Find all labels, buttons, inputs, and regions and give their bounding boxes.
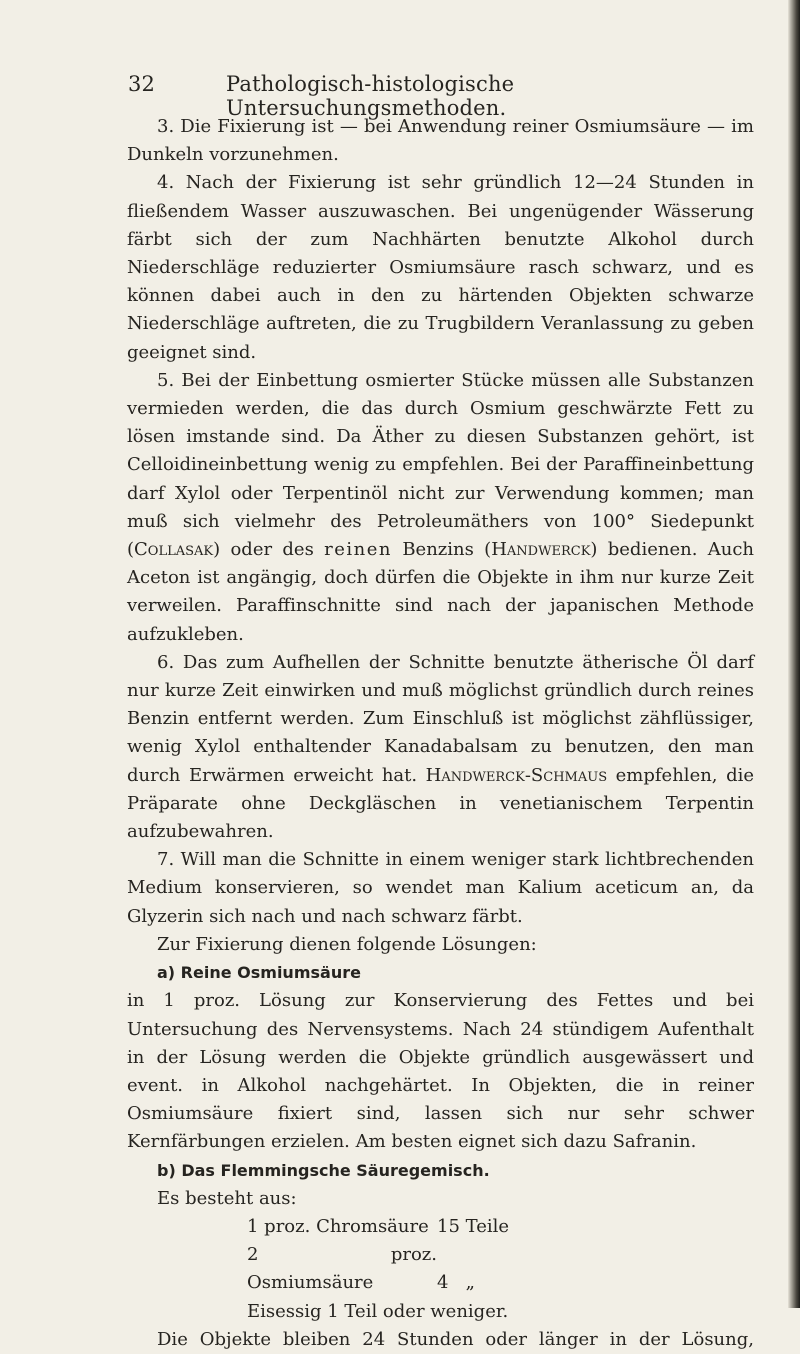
- closing-line: Die Objekte bleiben 24 Stunden oder länger in der Lösung,: [157, 1328, 754, 1350]
- ingredient-name: 2 proz. Osmiumsäure: [247, 1244, 437, 1294]
- author-handwerck-schmaus: Handwerck-Schmaus: [425, 764, 608, 786]
- paragraph-6: 6. Das zum Aufhellen der Schnitte benutzte ätherische Öl darf nur kurze Zeit einwirken und muß möglichst gründlich durch reines Benzin entfernt werden. Zum Einschluß ist möglichst zähflüssiger, wenig Xylol enthaltender Kanadabalsam zu benutzen, den man durch Erwärmen erweicht hat. Handwerck-Schmaus empfehlen, die Präparate ohne Deckgläschen in venetianischem Terpentin aufzubewahren.: [127, 651, 755, 843]
- paragraph-3: 3. Die Fixierung ist — bei Anwendung reiner Osmiumsäure — im Dunkeln vorzunehmen.: [127, 116, 754, 166]
- ingredient-name: 1 proz. Chromsäure: [247, 1215, 429, 1237]
- formula-row: [127, 1213, 754, 1241]
- paragraph-7: 7. Will man die Schnitte in einem weniger stark lichtbrechenden Medium konservieren, so wendet man Kalium aceticum an, da Glyzerin sich nach und nach schwarz färbt.: [127, 849, 754, 927]
- running-title: Pathologisch-histologische Untersuchungsmethoden.: [226, 72, 515, 120]
- paragraph-4: 4. Nach der Fixierung ist sehr gründlich 12—24 Stunden in fließendem Wasser auszuwaschen. Bei ungenügender Wässerung färbt sich der zum Nachhärten benutzte Alkohol durch Niederschläge reduzierter Osmiumsäure rasch schwarz, und es können dabei auch in den zu härtenden Objekten schwarze Niederschläge auftreten, die zu Trugbildern Veranlassung zu geben geeignet sind.: [127, 172, 754, 363]
- consists-of: Es besteht aus:: [157, 1187, 297, 1209]
- author-collasak: Collasak: [134, 539, 214, 561]
- formula-row-last: Eisessig 1 Teil oder weniger.: [247, 1300, 509, 1322]
- running-header: [128, 72, 748, 120]
- solutions-intro: Zur Fixierung dienen folgende Lösungen:: [157, 933, 537, 955]
- emphasis-reinen: reinen: [324, 539, 392, 561]
- ingredient-qty: 4: [437, 1272, 449, 1294]
- page-number: 32: [128, 72, 156, 96]
- paragraph-5: 5. Bei der Einbettung osmierter Stücke müssen alle Substanzen vermieden werden, die das durch Osmium geschwärzte Fett zu lösen imstande sind. Da Äther zu diesen Substanzen gehört, ist Celloidineinbettung wenig zu empfehlen. Bei der Paraffineinbettung darf Xylol oder Terpentinöl nicht zur Verwendung kommen; man muß sich vielmehr des Petroleumäthers von 100° Siedepunkt (Collasak) oder des reinen Benzins (Handwerck) bedienen. Auch Aceton ist angängig, doch dürfen die Objekte in ihm nur kurze Zeit verweilen. Paraffinschnitte sind nach der japanischen Methode aufzukleben.: [127, 369, 755, 645]
- ingredient-unit: „: [465, 1272, 475, 1294]
- section-a-text: in 1 proz. Lösung zur Konservierung des Fettes und bei Untersuchung des Nervensystems. Nach 24 stündigem Aufenthalt in der Lösung werden die Objekte gründlich ausgewässert und event. in Alkohol nachgehärtet. In Objekten, die in reiner Osmiumsäure fixiert sind, lassen sich nur sehr schwer Kernfärbungen erzielen. Am besten eignet sich dazu Safranin.: [127, 990, 754, 1153]
- ingredient-unit: Teile: [465, 1215, 510, 1237]
- author-handwerck: Handwerck: [491, 539, 591, 561]
- formula-row: [127, 1241, 754, 1297]
- body-text: [127, 113, 754, 1354]
- page-edge-shadow: [788, 0, 800, 1308]
- ingredient-qty: 15: [437, 1215, 460, 1237]
- section-b-heading: b) Das Flemmingsche Säuregemisch.: [157, 1160, 490, 1180]
- section-a-heading: a) Reine Osmiumsäure: [157, 963, 361, 983]
